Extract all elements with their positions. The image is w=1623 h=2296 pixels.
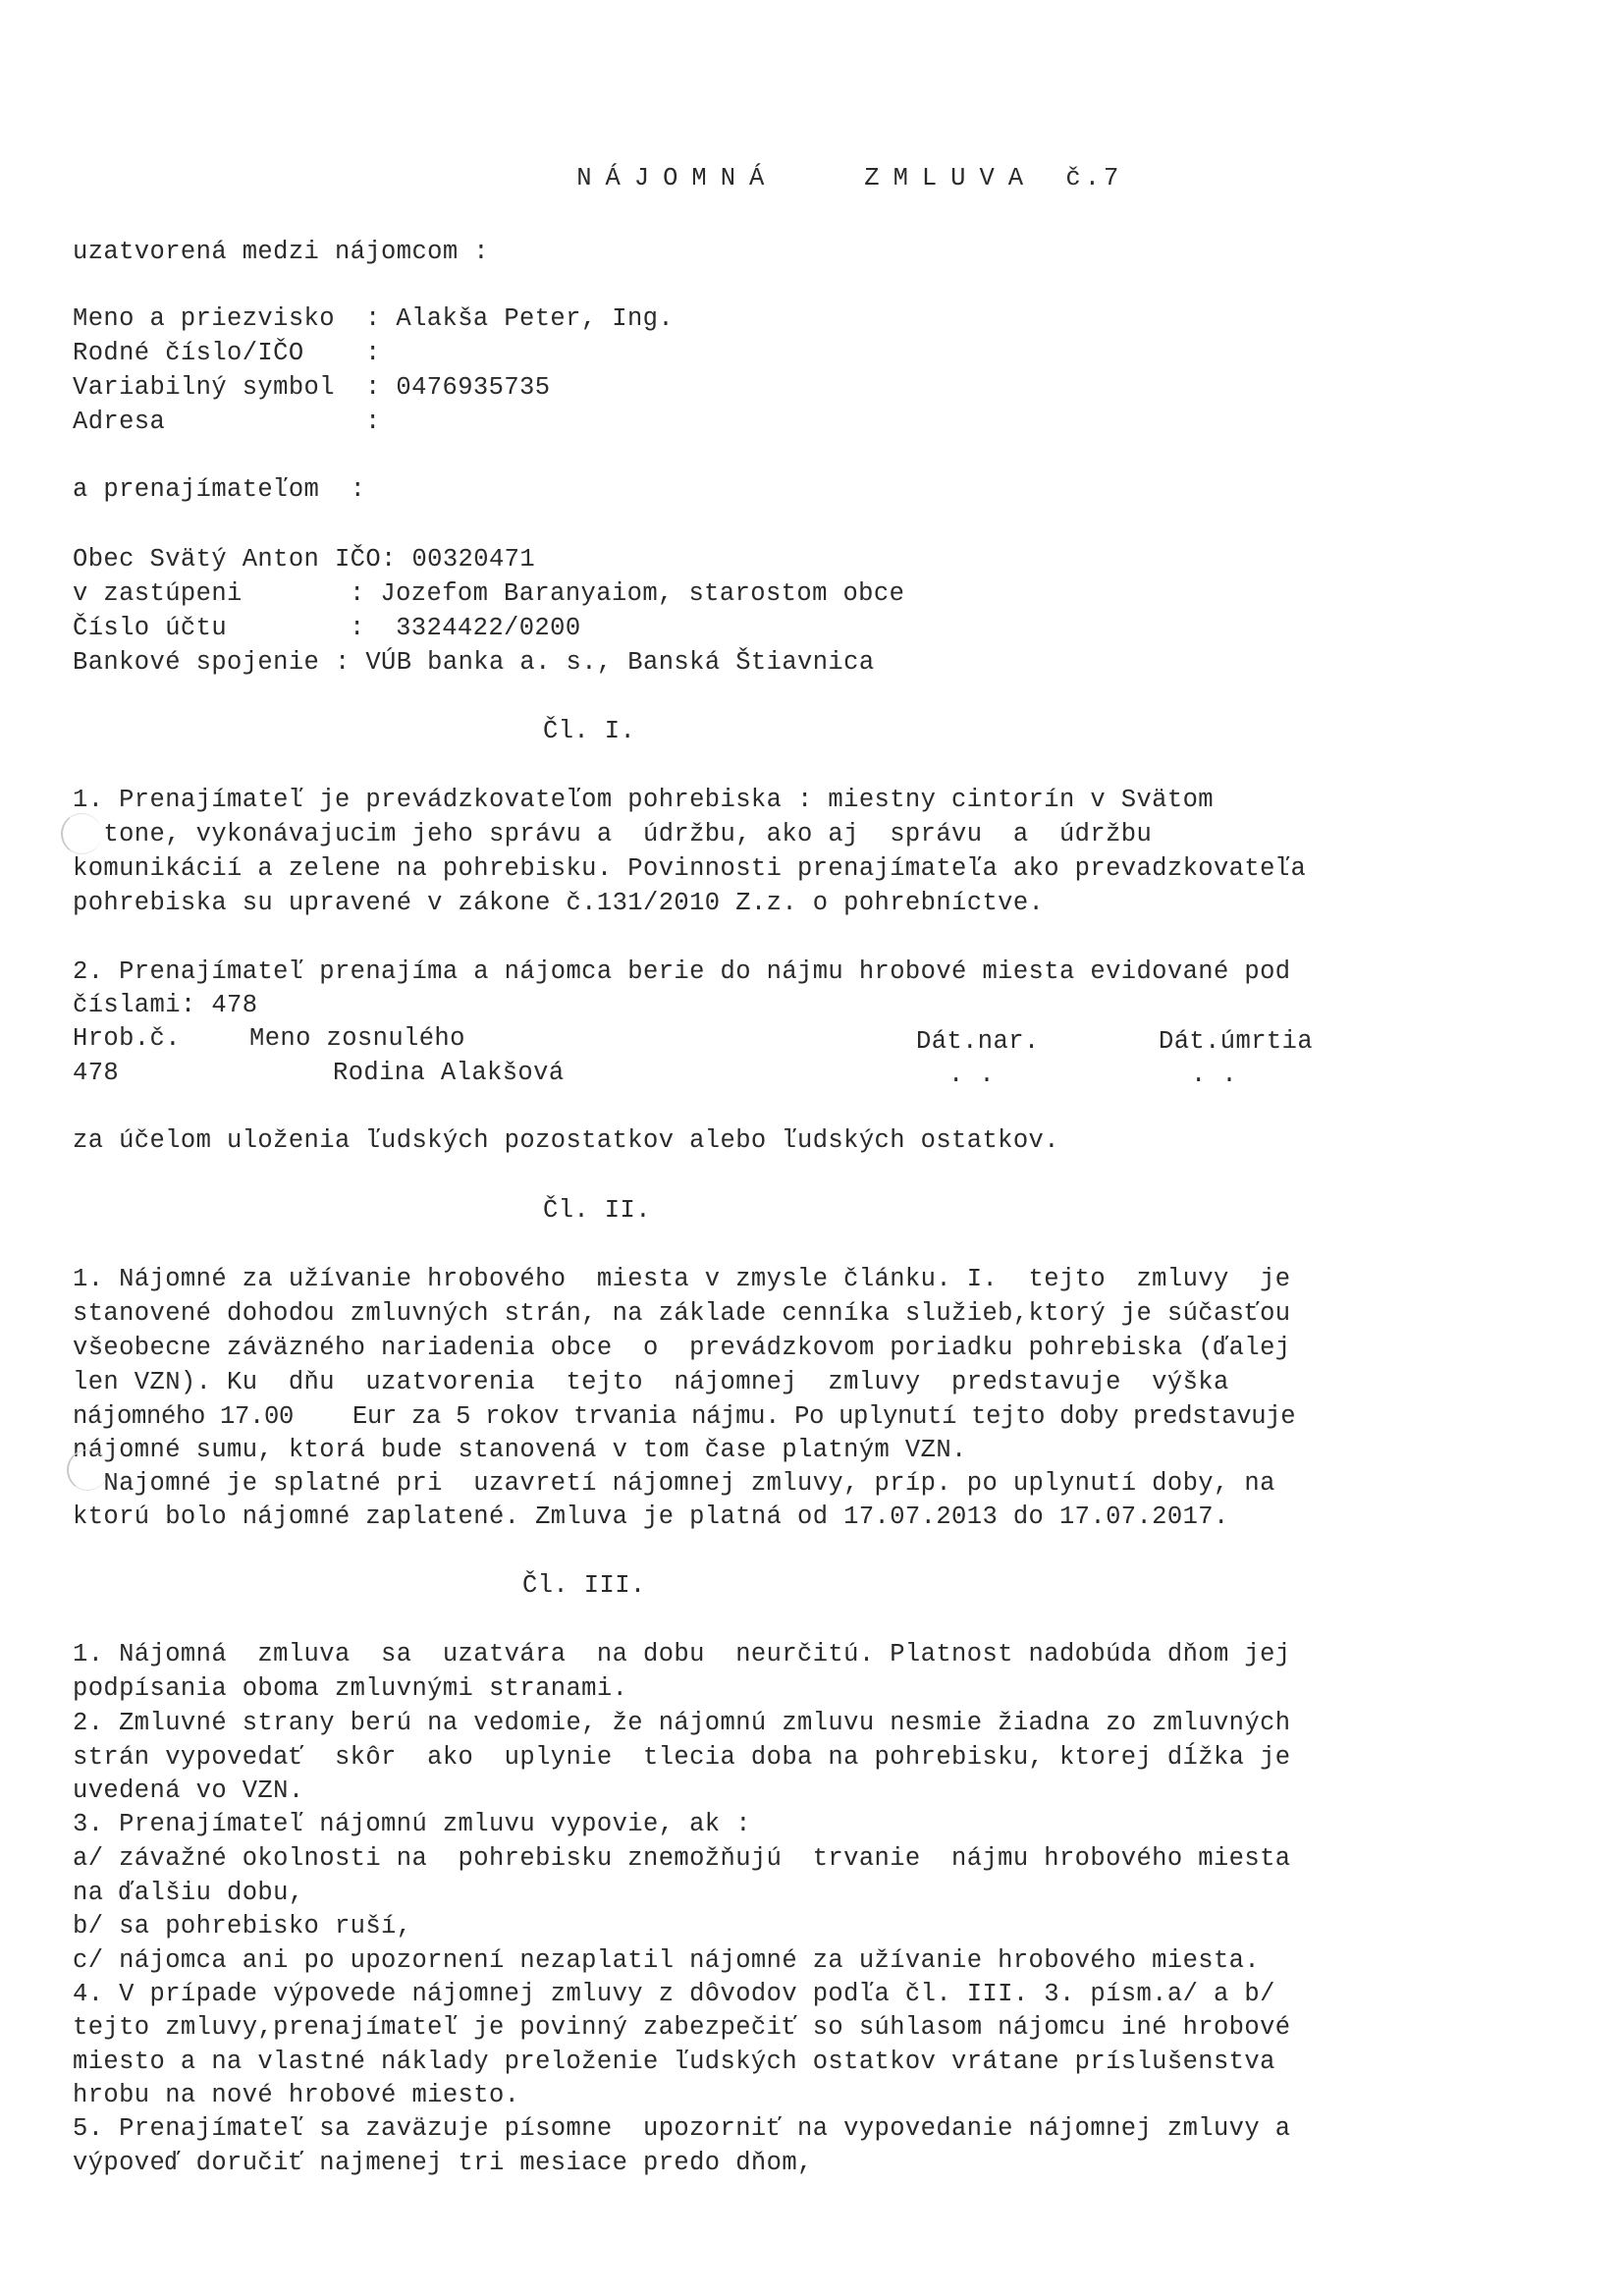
art2-line: ktorú bolo nájomné zaplatené. Zmluva je platná od 17.07.2013 do 17.07.2017. <box>73 1503 1229 1531</box>
art2-line: len VZN). Ku dňu uzatvorenia tejto nájomnej zmluvy predstavuje výška <box>73 1368 1229 1396</box>
art3-line: 1. Nájomná zmluva sa uzatvára na dobu neurčitú. Platnost nadobúda dňom jej <box>73 1640 1291 1668</box>
landlord-rep-value: Jozefom Baranyaiom, starostom obce <box>380 579 905 608</box>
art2-line: všeobecne záväzného nariadenia obce o prevádzkovom poriadku pohrebiska (ďalej <box>73 1334 1291 1362</box>
landlord-account-row: Číslo účtu : 3324422/0200 <box>73 614 581 642</box>
art3-line: na ďalšiu dobu, <box>73 1879 304 1907</box>
intro-line: uzatvorená medzi nájomcom : <box>73 238 489 266</box>
table-cell-name: Rodina Alakšová <box>333 1059 565 1087</box>
landlord-bank-row: Bankové spojenie : VÚB banka a. s., Banská Štiavnica <box>73 648 875 677</box>
art2-line: nájomného 17.00 Eur za 5 rokov trvania nájmu. Po uplynutí tejto doby predstavuje <box>73 1402 1296 1431</box>
art2-line: nájomné sumu, ktorá bude stanovená v tom čase platným VZN. <box>73 1436 967 1464</box>
title-word-2: ZMLUVA <box>864 164 1038 192</box>
art1-p1-line: komunikácií a zelene na pohrebisku. Povinnosti prenajímateľa ako prevadzkovateľa <box>73 854 1307 883</box>
art1-p2-line: číslami: 478 <box>73 991 258 1019</box>
table-header-death: Dát.úmrtia <box>1159 1027 1314 1056</box>
landlord-account-label: Číslo účtu <box>73 614 228 642</box>
tenant-address-row: Adresa : <box>73 408 397 436</box>
tenant-address-label: Adresa <box>73 408 166 436</box>
art3-line: b/ sa pohrebisko ruší, <box>73 1912 412 1941</box>
art3-line: c/ nájomca ani po upozornení nezaplatil nájomné za užívanie hrobového miesta. <box>73 1946 1261 1975</box>
art2-line: 1. Nájomné za užívanie hrobového miesta v zmysle článku. I. tejto zmluvy je <box>73 1265 1291 1293</box>
art3-line: miesto a na vlastné náklady preloženie ľudských ostatkov vrátane príslušenstva <box>73 2048 1275 2076</box>
title-number: č.7 <box>1065 164 1123 192</box>
tenant-id-label: Rodné číslo/IČO <box>73 339 304 367</box>
art3-line: uvedená vo VZN. <box>73 1777 304 1805</box>
article-2-heading: Čl. II. <box>543 1196 651 1225</box>
table-header-birth: Dát.nar. <box>916 1027 1040 1056</box>
table-header-name: Meno zosnulého <box>249 1024 465 1053</box>
art3-line: a/ závažné okolnosti na pohrebisku znemožňujú trvanie nájmu hrobového miesta <box>73 1844 1291 1873</box>
punch-hole-mark <box>67 1449 108 1491</box>
art3-line: 5. Prenajímateľ sa zaväzuje písomne upozorniť na vypovedanie nájomnej zmluvy a <box>73 2114 1291 2143</box>
art3-line: tejto zmluvy,prenajímateľ je povinný zabezpečiť so súhlasom nájomcu iné hrobové <box>73 2013 1291 2042</box>
landlord-intro: a prenajímateľom : <box>73 475 366 504</box>
art1-p2-line: 2. Prenajímateľ prenajíma a nájomca berie do nájmu hrobové miesta evidované pod <box>73 957 1291 986</box>
purpose-line: za účelom uloženia ľudských pozostatkov alebo ľudských ostatkov. <box>73 1126 1059 1155</box>
tenant-id-row: Rodné číslo/IČO : <box>73 339 397 367</box>
art3-line: hrobu na nové hrobové miesto. <box>73 2081 520 2109</box>
art1-p1-line: tone, vykonávajucim jeho správu a údržbu, ako aj správu a údržbu <box>73 820 1153 848</box>
tenant-name-row: Meno a priezvisko : Alakša Peter, Ing. <box>73 304 675 333</box>
art3-line: 4. V prípade výpovede nájomnej zmluvy z dôvodov podľa čl. III. 3. písm.a/ a b/ <box>73 1980 1275 2008</box>
article-1-heading: Čl. I. <box>543 717 636 745</box>
document-title <box>461 135 1122 223</box>
art1-p1-line: 1. Prenajímateľ je prevádzkovateľom pohrebiska : miestny cintorín v Svätom <box>73 786 1214 814</box>
landlord-account-value: 3324422/0200 <box>396 614 581 642</box>
article-3-heading: Čl. III. <box>522 1571 646 1600</box>
landlord-bank-value: VÚB banka a. s., Banská Štiavnica <box>365 648 875 677</box>
art3-line: 2. Zmluvné strany berú na vedomie, že nájomnú zmluvu nesmie žiadna zo zmluvných <box>73 1709 1291 1737</box>
art2-line: stanovené dohodou zmluvných strán, na základe cenníka služieb,ktorý je súčasťou <box>73 1299 1291 1328</box>
title-word-1: NÁJOMNÁ <box>576 164 779 192</box>
tenant-name-label: Meno a priezvisko <box>73 304 335 333</box>
art2-line: Najomné je splatné pri uzavretí nájomnej zmluvy, príp. po uplynutí doby, na <box>73 1469 1275 1498</box>
table-cell-birth: . . <box>948 1061 996 1089</box>
landlord-rep-label: v zastúpeni <box>73 579 243 608</box>
landlord-rep-row: v zastúpeni : Jozefom Baranyaiom, starostom obce <box>73 579 905 608</box>
landlord-org: Obec Svätý Anton IČO: 00320471 <box>73 545 536 574</box>
art1-p1-line: pohrebiska su upravené v zákone č.131/2010 Z.z. o pohrebníctve. <box>73 889 1045 917</box>
tenant-vs-label: Variabilný symbol <box>73 373 335 402</box>
art3-line: výpoveď doručiť najmenej tri mesiace predo dňom, <box>73 2149 813 2177</box>
art3-line: podpísania oboma zmluvnými stranami. <box>73 1674 628 1703</box>
tenant-vs-value: 0476935735 <box>396 373 551 402</box>
table-header-grave: Hrob.č. <box>73 1024 181 1053</box>
tenant-vs-row: Variabilný symbol : 0476935735 <box>73 373 551 402</box>
landlord-bank-label: Bankové spojenie <box>73 648 320 677</box>
art3-line: strán vypovedať skôr ako uplynie tlecia doba na pohrebisku, ktorej dĺžka je <box>73 1743 1291 1772</box>
art3-line: 3. Prenajímateľ nájomnú zmluvu vypovie, ak : <box>73 1810 751 1838</box>
tenant-name-value: Alakša Peter, Ing. <box>396 304 675 333</box>
punch-hole-mark <box>61 813 102 854</box>
table-cell-death: . . <box>1191 1061 1238 1089</box>
table-cell-grave: 478 <box>73 1059 120 1087</box>
